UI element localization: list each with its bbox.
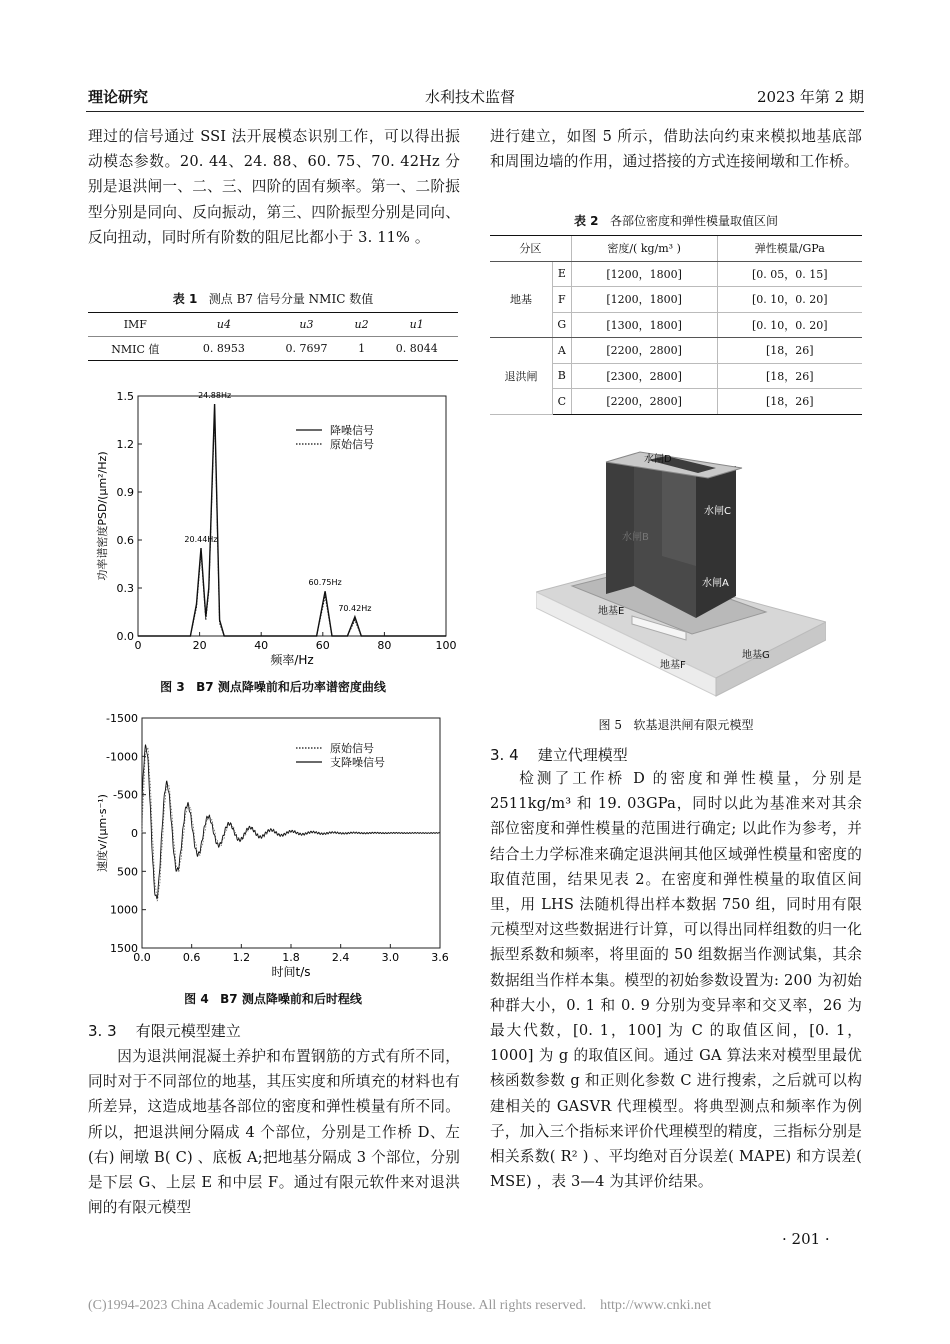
fig3-peak-label: 60.75Hz [308,578,342,588]
fig5-label-a: 水闸A [702,578,729,589]
fig4-series-原始信号 [142,747,440,900]
table1: IMF u4 u3 u2 u1 NMIC 值 0. 8953 0. 7697 1 0. 8044 [88,312,458,361]
right-paragraph-2: 检测了工作桥 D 的密度和弹性模量，分别是 2511kg/m³ 和 19. 03GPa，同时以此为基准来对其余部位密度和弹性模量的范围进行确定; 以此作为参考，并结合土力学标准来确定退洪闸其他区域弹性模量和密度的取值范围，结果见表 2。在密度和弹性模量的取值区间里，用 LHS 法随机得出样本数据 750 组，同时用有限元模型对这些数据进行计算，可以得出同样组数的归一化振型系数和频率，将里面的 50 组数据当作测试集，其余数据组当作样本集。模型的初始参数设置为: 200 为初始种群大小，0. 1 和 0. 9 分别为变异率和交叉率，26 为最大代数，[0. 1，100] 为 C 的取值区间，[0. 1，1000] 为 g 的取值区间。通过 GA 算法来对模型里最优核函数参数 g 和正则化参数 C 进行搜索，之后就可以构建相关的 GASVR 代理模型。将典型测点和频率作为例子，加入三个指标来评价代理模型的精度，三指标分别是相关系数( R² ) 、平均绝对百分误差( MAPE) 和方误差( MSE) ，表 3—4 为其评价结果。 [490,770,862,1191]
fig3-plot-frame [138,396,446,636]
left-paragraph-1: 理过的信号通过 SSI 法开展模态识别工作，可以得出振动模态参数。20. 44、24. 88、60. 75、70. 42Hz 分别是退洪闸一、二、三、四阶的固有频率。第一、二阶振型分别是同向、反向振动，第三、四阶振型分别是同向、反向扭动，同时所有阶数的阻尼比都小于 3. 11% 。 [88,128,460,246]
header-rule [86,111,864,112]
fig3-x-tick-label: 0 [134,639,142,652]
fig3-y-tick-label: 0.3 [116,582,134,595]
fig3-peak-label: 24.88Hz [198,391,232,400]
fig4-x-tick-label: 1.8 [282,951,300,964]
table2: 分区 密度/( kg/m³ ) 弹性模量/GPa 地基 E [1200，1800] [0. 05，0. 15] F [1200，1800] [0. 10，0. 20] G [1300，1800] [0. 10，0. 20] 退洪闸 A [2200，2800] [18，26] B [2300，2800] [18，26] C [2200，2800] [18，26] [490,235,862,415]
fig4-x-tick-label: 2.4 [331,951,350,964]
fig4-x-tick-label: 0.6 [182,951,201,964]
fig4-y-tick-label: 1000 [110,903,138,917]
fig4-series-支降噪信号 [142,745,440,899]
fig5-fe-model [536,446,826,708]
fig5-label-e: 地基E [598,606,625,617]
page-number: · 201 · [782,1230,830,1248]
fig3-x-tick-label: 60 [315,639,330,652]
fig4-y-tick-label: -500 [113,788,138,802]
fig3-x-tick-label: 80 [377,639,392,652]
issue-info: 2023 年第 2 期 [756,88,864,106]
fig3-peak-label: 20.44Hz [184,535,218,544]
fig5-caption: 图 5 软基退洪闸有限元模型 [598,718,754,732]
pier-c-inner [662,466,696,566]
fig5-label-d: 水闸D [644,454,672,465]
fig4-y-axis-label: 速度v/(μm·s⁻¹) [96,794,109,872]
fig3-series-降噪信号 [138,404,446,636]
fig3-x-tick-label: 40 [254,639,269,652]
copyright-footer: (C)1994-2023 China Academic Journal Electronic Publishing House. All rights reserved. http://www.cnki.net [88,1298,712,1313]
fig4-time-history-chart [86,708,456,988]
right-paragraph-1: 进行建立，如图 5 所示，借助法向约束来模拟地基底部和周围边墙的作用，通过搭接的方式连接闸墩和工作桥。 [490,128,862,171]
fig3-caption: 图 3 B7 测点降噪前和后功率谱密度曲线 [160,680,386,694]
fig4-y-tick-label: -1000 [106,750,138,764]
pier-c [696,466,736,618]
fig4-y-tick-label: 500 [117,865,138,879]
fig3-legend-label: 原始信号 [330,438,374,451]
fig3-series-原始信号 [138,409,446,636]
fig4-y-tick-label: 0 [131,827,138,840]
section-3-3-heading: 3. 3 有限元模型建立 [88,1022,241,1040]
fig3-psd-chart [86,382,456,672]
left-paragraph-2: 因为退洪闸混凝土养护和布置钢筋的方式有所不同，同时对于不同部位的地基，其压实度和所填充的材料也有所差异，这造成地基各部位的密度和弹性模量有所不同。所以，把退洪闸分隔成 4 个部位，分别是工作桥 D、左(右) 闸墩 B( C) 、底板 A;把地基分隔成 3 个部位，分别是下层 G、上层 E 和中层 F。通过有限元软件来对退洪闸的有限元模型 [88,1048,460,1217]
journal-title: 水利技术监督 [425,88,516,106]
fig3-x-tick-label: 20 [192,639,207,652]
fig3-y-tick-label: 0.9 [116,486,134,499]
fig3-legend-label: 降噪信号 [330,424,374,437]
fig4-legend-label: 支降噪信号 [330,756,385,769]
fig3-y-axis-label: 功率谱密度PSD/(μm²/Hz) [96,451,109,581]
fig5-label-f: 地基F [660,660,686,671]
fig4-legend-label: 原始信号 [330,742,374,755]
fig3-y-tick-label: 1.2 [116,438,134,451]
fig3-y-tick-label: 0.0 [116,630,134,643]
fig4-x-tick-label: 3.6 [431,951,449,964]
fig5-label-g: 地基G [742,650,770,661]
fig4-x-axis-label: 时间t/s [271,965,311,979]
fig5-label-c: 水闸C [704,506,731,517]
section-3-4-heading: 3. 4 建立代理模型 [490,746,628,764]
table1-caption: 表 1 测点 B7 信号分量 NMIC 数值 [172,292,374,306]
fig4-y-tick-label: -1500 [106,712,138,725]
fig3-peak-label: 70.42Hz [338,603,372,613]
fig5-label-b: 水闸B [622,532,649,543]
fig3-y-tick-label: 1.5 [116,390,134,403]
fig4-x-tick-label: 3.0 [381,951,400,964]
fig4-x-tick-label: 1.2 [232,951,251,964]
fig4-y-tick-label: 1500 [110,942,138,955]
fig4-caption: 图 4 B7 测点降噪前和后时程线 [184,992,362,1006]
fig3-x-tick-label: 100 [435,639,456,652]
pier-b [606,456,634,594]
table2-caption: 表 2 各部位密度和弹性模量取值区间 [574,214,778,228]
fig3-x-axis-label: 频率/Hz [270,653,314,667]
fig4-x-tick-label: 0.0 [133,951,151,964]
journal-section: 理论研究 [88,88,149,106]
fig3-y-tick-label: 0.6 [116,534,134,547]
